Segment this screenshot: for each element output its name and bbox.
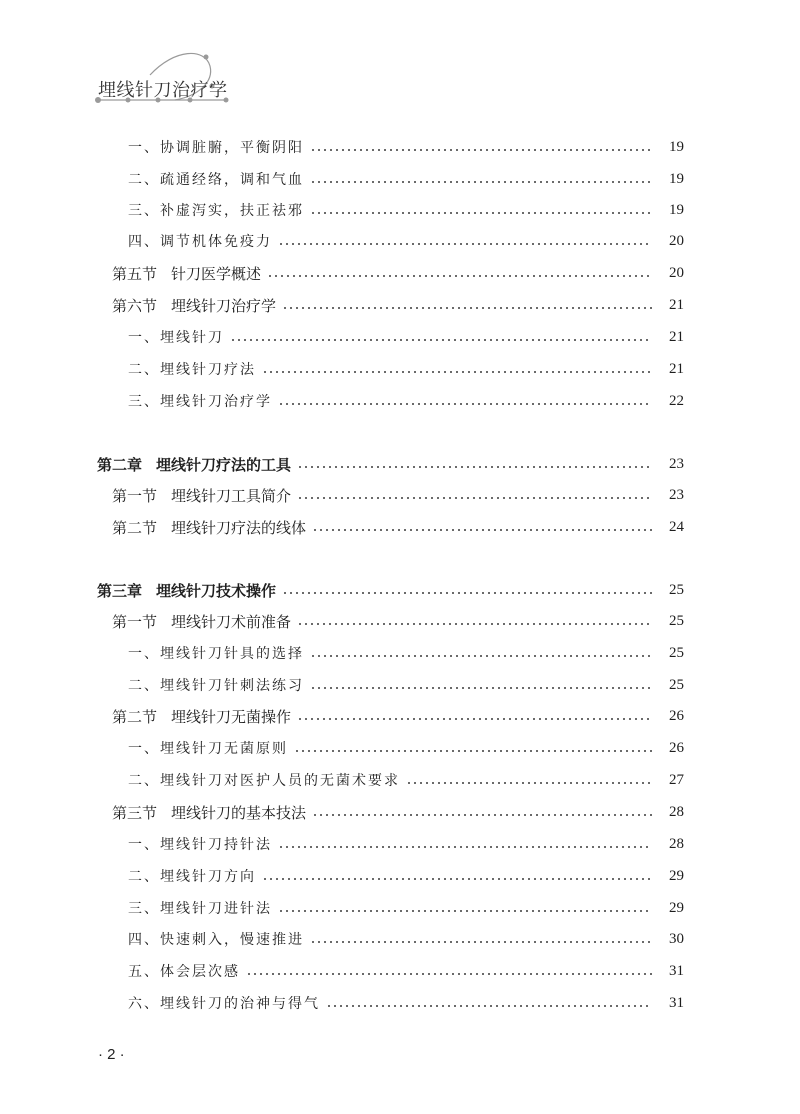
dot-leader xyxy=(262,878,652,880)
dot-leader xyxy=(294,750,652,752)
section-title: 埋线针刀工具简介 xyxy=(171,486,292,505)
section-number: 第五节 xyxy=(112,264,158,283)
toc-chapter-page: 25 xyxy=(669,581,684,598)
dot-leader xyxy=(282,592,652,594)
toc-entry-page: 21 xyxy=(669,360,684,377)
toc-entry[interactable] xyxy=(0,168,800,190)
toc-entry[interactable] xyxy=(0,136,800,158)
toc-entry-label: 一、埋线针刀持针法 xyxy=(128,834,278,854)
toc-entry[interactable] xyxy=(0,928,800,950)
section-number: 第二节 xyxy=(112,707,158,726)
toc-section-page: 23 xyxy=(669,486,684,503)
toc-entry-label: 三、埋线针刀进针法 xyxy=(128,898,278,918)
dot-leader xyxy=(310,687,652,689)
toc-entry[interactable] xyxy=(0,737,800,759)
dot-leader xyxy=(297,623,652,625)
toc-entry-label: 二、埋线针刀对医护人员的无菌术要求 xyxy=(128,770,406,790)
page-number: · 2 · xyxy=(98,1046,125,1063)
toc-section-label xyxy=(112,802,312,823)
chapter-number: 第三章 xyxy=(97,581,143,600)
dot-leader xyxy=(297,466,652,468)
toc-entry[interactable] xyxy=(0,642,800,664)
toc-chapter-page: 23 xyxy=(669,455,684,472)
toc-section-label xyxy=(112,517,312,538)
toc-section-label xyxy=(112,706,297,727)
dot-leader xyxy=(312,814,652,816)
toc-entry-label: 二、埋线针刀疗法 xyxy=(128,359,262,379)
toc-chapter[interactable] xyxy=(0,579,800,601)
dot-leader xyxy=(278,403,652,405)
toc-entry-page: 28 xyxy=(669,835,684,852)
dot-leader xyxy=(310,655,652,657)
toc-entry-page: 26 xyxy=(669,739,684,756)
toc-section-page: 28 xyxy=(669,803,684,820)
toc-entry[interactable] xyxy=(0,769,800,791)
toc-entry-page: 19 xyxy=(669,201,684,218)
toc-section-label xyxy=(112,485,297,506)
dot-leader xyxy=(312,529,652,531)
section-number: 第一节 xyxy=(112,612,158,631)
dot-leader xyxy=(246,973,652,975)
toc-entry-page: 22 xyxy=(669,392,684,409)
dot-leader xyxy=(267,275,652,277)
toc-section[interactable] xyxy=(0,262,800,284)
toc-section-page: 25 xyxy=(669,612,684,629)
toc-entry-page: 29 xyxy=(669,899,684,916)
section-title: 埋线针刀无菌操作 xyxy=(171,707,292,726)
toc-entry-label: 四、快速刺入，慢速推进 xyxy=(128,929,310,949)
dot-leader xyxy=(297,718,652,720)
section-title: 针刀医学概述 xyxy=(171,264,262,283)
toc-chapter-label xyxy=(97,580,282,601)
toc-entry-page: 31 xyxy=(669,994,684,1011)
toc-entry[interactable] xyxy=(0,358,800,380)
dot-leader xyxy=(326,1005,652,1007)
chapter-title: 埋线针刀技术操作 xyxy=(156,581,277,600)
toc-section-page: 26 xyxy=(669,707,684,724)
chapter-number: 第二章 xyxy=(97,455,143,474)
dot-leader xyxy=(278,243,652,245)
toc-section[interactable] xyxy=(0,516,800,538)
section-number: 第六节 xyxy=(112,296,158,315)
toc-entry[interactable] xyxy=(0,326,800,348)
toc-chapter[interactable] xyxy=(0,453,800,475)
toc-entry-page: 30 xyxy=(669,930,684,947)
toc-entry[interactable] xyxy=(0,230,800,252)
toc-entry-page: 25 xyxy=(669,676,684,693)
toc-entry-label: 二、疏通经络，调和气血 xyxy=(128,169,310,189)
dot-leader xyxy=(310,149,652,151)
toc-entry-page: 19 xyxy=(669,138,684,155)
toc-entry[interactable] xyxy=(0,674,800,696)
toc-entry[interactable] xyxy=(0,833,800,855)
toc-section-page: 24 xyxy=(669,518,684,535)
dot-leader xyxy=(310,212,652,214)
toc-entry-label: 一、埋线针刀 xyxy=(128,327,230,347)
toc-section-label xyxy=(112,611,297,632)
toc-section-label xyxy=(112,263,267,284)
toc-entry-label: 三、埋线针刀治疗学 xyxy=(128,391,278,411)
toc-entry-label: 五、体会层次感 xyxy=(128,961,246,981)
dot-leader xyxy=(278,846,652,848)
section-number: 第三节 xyxy=(112,803,158,822)
dot-leader xyxy=(406,782,652,784)
toc-section[interactable] xyxy=(0,801,800,823)
section-title: 埋线针刀术前准备 xyxy=(171,612,292,631)
dot-leader xyxy=(297,497,652,499)
toc-entry-page: 21 xyxy=(669,328,684,345)
dot-leader xyxy=(310,181,652,183)
dot-leader xyxy=(310,941,652,943)
toc-entry-page: 25 xyxy=(669,644,684,661)
toc-entry[interactable] xyxy=(0,897,800,919)
book-title: 埋线针刀治疗学 xyxy=(98,80,228,101)
section-number: 第二节 xyxy=(112,518,158,537)
toc-entry[interactable] xyxy=(0,199,800,221)
section-title: 埋线针刀治疗学 xyxy=(171,296,277,315)
toc-section[interactable] xyxy=(0,294,800,316)
toc-entry-label: 二、埋线针刀方向 xyxy=(128,866,262,886)
toc-entry-page: 31 xyxy=(669,962,684,979)
section-title: 埋线针刀的基本技法 xyxy=(171,803,307,822)
toc-entry-page: 27 xyxy=(669,771,684,788)
toc-section[interactable] xyxy=(0,610,800,632)
chapter-title: 埋线针刀疗法的工具 xyxy=(156,455,292,474)
toc-entry-label: 三、补虚泻实，扶正祛邪 xyxy=(128,200,310,220)
toc-entry-page: 19 xyxy=(669,170,684,187)
toc-entry-label: 一、埋线针刀针具的选择 xyxy=(128,643,310,663)
toc-entry-label: 一、埋线针刀无菌原则 xyxy=(128,738,294,758)
toc-section-page: 20 xyxy=(669,264,684,281)
toc-chapter-label xyxy=(97,454,297,475)
toc-section[interactable] xyxy=(0,484,800,506)
toc-entry[interactable] xyxy=(0,992,800,1014)
dot-leader xyxy=(282,307,652,309)
section-title: 埋线针刀疗法的线体 xyxy=(171,518,307,537)
toc-entry-label: 一、协调脏腑，平衡阴阳 xyxy=(128,137,310,157)
toc-entry-label: 四、调节机体免疫力 xyxy=(128,231,278,251)
toc-entry[interactable] xyxy=(0,960,800,982)
dot-leader xyxy=(230,339,652,341)
toc-section[interactable] xyxy=(0,705,800,727)
toc-entry-page: 29 xyxy=(669,867,684,884)
toc-entry[interactable] xyxy=(0,865,800,887)
section-number: 第一节 xyxy=(112,486,158,505)
toc-section-label xyxy=(112,295,282,316)
toc-section-page: 21 xyxy=(669,296,684,313)
toc-entry-label: 六、埋线针刀的治神与得气 xyxy=(128,993,326,1013)
toc-entry[interactable] xyxy=(0,390,800,412)
toc-entry-label: 二、埋线针刀针刺法练习 xyxy=(128,675,310,695)
toc-entry-page: 20 xyxy=(669,232,684,249)
dot-leader xyxy=(262,371,652,373)
dot-leader xyxy=(278,910,652,912)
